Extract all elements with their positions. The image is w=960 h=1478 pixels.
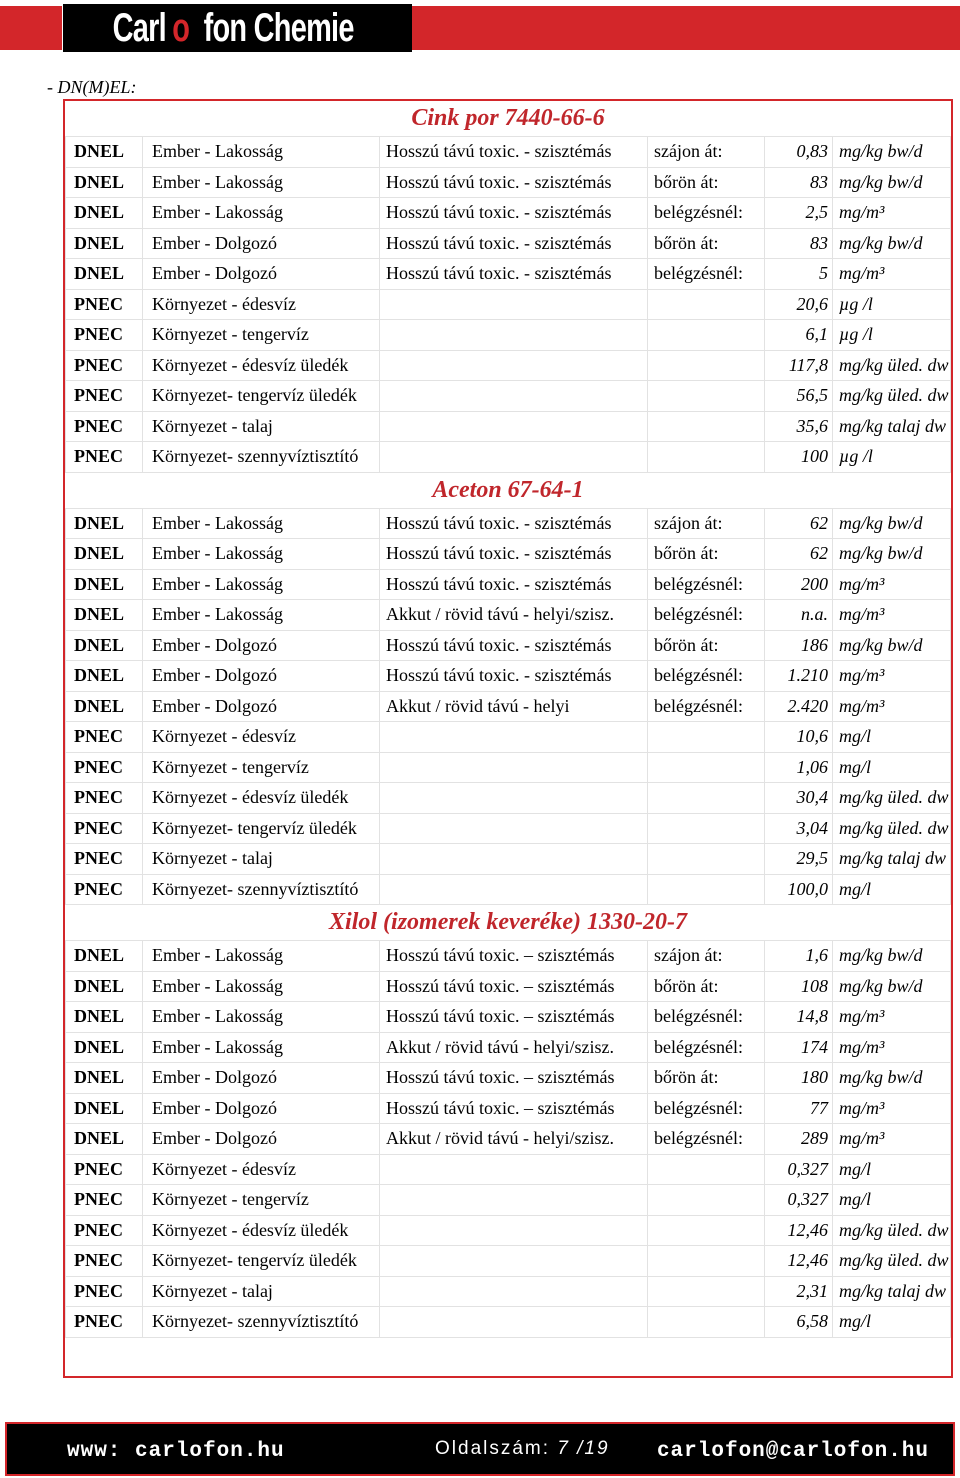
- table-row: [66, 350, 951, 381]
- route-cell: [648, 874, 765, 905]
- company-logo: Carl o fon Chemie: [63, 4, 412, 52]
- footer-website: www: carlofon.hu: [67, 1440, 285, 1463]
- table-row: [66, 137, 951, 168]
- value-cell: 2,31: [765, 1276, 833, 1307]
- table-row: [66, 752, 951, 783]
- exposure-cell: Akkut / rövid távú - helyi/szisz.: [380, 1032, 648, 1063]
- target-cell: Környezet - édesvíz: [143, 722, 380, 753]
- exposure-cell: [380, 289, 648, 320]
- type-cell: PNEC: [66, 752, 143, 783]
- table-row: [66, 1246, 951, 1277]
- value-cell: 20,6: [765, 289, 833, 320]
- type-cell: DNEL: [66, 971, 143, 1002]
- dnel-pnec-table: [65, 101, 951, 1338]
- route-cell: [648, 1246, 765, 1277]
- type-cell: DNEL: [66, 569, 143, 600]
- section-label: - DN(M)EL:: [47, 77, 137, 97]
- route-cell: bőrön át:: [648, 971, 765, 1002]
- unit-cell: µg /l: [833, 320, 951, 351]
- route-cell: [648, 752, 765, 783]
- table-row: [66, 1215, 951, 1246]
- unit-cell: mg/kg üled. dw: [833, 783, 951, 814]
- route-cell: [648, 442, 765, 473]
- unit-cell: mg/kg üled. dw: [833, 1246, 951, 1277]
- route-cell: [648, 1307, 765, 1338]
- value-cell: 0,327: [765, 1185, 833, 1216]
- value-cell: 100: [765, 442, 833, 473]
- value-cell: 77: [765, 1093, 833, 1124]
- table-row: [66, 569, 951, 600]
- value-cell: 14,8: [765, 1002, 833, 1033]
- target-cell: Ember - Dolgozó: [143, 661, 380, 692]
- route-cell: [648, 844, 765, 875]
- value-cell: 174: [765, 1032, 833, 1063]
- footer-email: carlofon@carlofon.hu: [656, 1440, 929, 1463]
- table-row: [66, 844, 951, 875]
- value-cell: 62: [765, 508, 833, 539]
- type-cell: PNEC: [66, 289, 143, 320]
- type-cell: PNEC: [66, 783, 143, 814]
- exposure-cell: Akkut / rövid távú - helyi/szisz.: [380, 1124, 648, 1155]
- type-cell: PNEC: [66, 381, 143, 412]
- value-cell: 35,6: [765, 411, 833, 442]
- table-row: [66, 1002, 951, 1033]
- exposure-cell: [380, 844, 648, 875]
- unit-cell: mg/l: [833, 722, 951, 753]
- type-cell: DNEL: [66, 137, 143, 168]
- unit-cell: mg/m³: [833, 691, 951, 722]
- value-cell: 6,1: [765, 320, 833, 351]
- target-cell: Környezet - talaj: [143, 844, 380, 875]
- target-cell: Ember - Dolgozó: [143, 228, 380, 259]
- target-cell: Környezet- szennyvíztisztító: [143, 442, 380, 473]
- type-cell: PNEC: [66, 1185, 143, 1216]
- value-cell: 62: [765, 539, 833, 570]
- unit-cell: mg/kg talaj dw: [833, 844, 951, 875]
- exposure-cell: [380, 1215, 648, 1246]
- route-cell: szájon át:: [648, 137, 765, 168]
- unit-cell: mg/kg bw/d: [833, 137, 951, 168]
- table-row: [66, 411, 951, 442]
- table-row: [66, 874, 951, 905]
- type-cell: PNEC: [66, 320, 143, 351]
- route-cell: [648, 1185, 765, 1216]
- target-cell: Környezet - édesvíz üledék: [143, 350, 380, 381]
- table-row: [66, 289, 951, 320]
- exposure-cell: [380, 813, 648, 844]
- target-cell: Ember - Dolgozó: [143, 630, 380, 661]
- unit-cell: mg/m³: [833, 1032, 951, 1063]
- unit-cell: mg/kg bw/d: [833, 1063, 951, 1094]
- unit-cell: mg/kg bw/d: [833, 228, 951, 259]
- route-cell: szájon át:: [648, 508, 765, 539]
- table-row: [66, 661, 951, 692]
- target-cell: Környezet- szennyvíztisztító: [143, 1307, 380, 1338]
- route-cell: bőrön át:: [648, 539, 765, 570]
- route-cell: belégzésnél:: [648, 1032, 765, 1063]
- target-cell: Környezet - édesvíz: [143, 289, 380, 320]
- type-cell: DNEL: [66, 508, 143, 539]
- target-cell: Ember - Lakosság: [143, 1032, 380, 1063]
- value-cell: 10,6: [765, 722, 833, 753]
- unit-cell: mg/l: [833, 1185, 951, 1216]
- value-cell: 1,6: [765, 941, 833, 972]
- exposure-cell: Hosszú távú toxic. - szisztémás: [380, 661, 648, 692]
- exposure-cell: [380, 350, 648, 381]
- target-cell: Környezet- tengervíz üledék: [143, 813, 380, 844]
- exposure-cell: Hosszú távú toxic. - szisztémás: [380, 137, 648, 168]
- unit-cell: mg/l: [833, 1154, 951, 1185]
- table-row: [66, 691, 951, 722]
- value-cell: 12,46: [765, 1215, 833, 1246]
- route-cell: [648, 411, 765, 442]
- substance-title-row: [66, 905, 951, 941]
- unit-cell: mg/l: [833, 874, 951, 905]
- table-row: [66, 1124, 951, 1155]
- value-cell: 1.210: [765, 661, 833, 692]
- route-cell: bőrön át:: [648, 630, 765, 661]
- value-cell: 12,46: [765, 1246, 833, 1277]
- unit-cell: mg/m³: [833, 1124, 951, 1155]
- type-cell: DNEL: [66, 1063, 143, 1094]
- type-cell: PNEC: [66, 1154, 143, 1185]
- unit-cell: mg/l: [833, 752, 951, 783]
- value-cell: 100,0: [765, 874, 833, 905]
- unit-cell: µg /l: [833, 442, 951, 473]
- type-cell: DNEL: [66, 1032, 143, 1063]
- table-row: [66, 1093, 951, 1124]
- value-cell: 5: [765, 259, 833, 290]
- route-cell: bőrön át:: [648, 1063, 765, 1094]
- target-cell: Ember - Lakosság: [143, 600, 380, 631]
- target-cell: Környezet- szennyvíztisztító: [143, 874, 380, 905]
- type-cell: DNEL: [66, 691, 143, 722]
- unit-cell: mg/m³: [833, 1093, 951, 1124]
- type-cell: PNEC: [66, 1307, 143, 1338]
- exposure-cell: [380, 411, 648, 442]
- page-header: [0, 0, 960, 58]
- substance-title: Xilol (izomerek keveréke) 1330-20-7: [66, 905, 951, 941]
- type-cell: DNEL: [66, 539, 143, 570]
- type-cell: PNEC: [66, 1276, 143, 1307]
- exposure-cell: [380, 752, 648, 783]
- type-cell: PNEC: [66, 1215, 143, 1246]
- unit-cell: mg/m³: [833, 198, 951, 229]
- unit-cell: mg/kg üled. dw: [833, 350, 951, 381]
- target-cell: Ember - Lakosság: [143, 539, 380, 570]
- target-cell: Ember - Lakosság: [143, 508, 380, 539]
- table-row: [66, 167, 951, 198]
- value-cell: 108: [765, 971, 833, 1002]
- exposure-cell: Hosszú távú toxic. – szisztémás: [380, 971, 648, 1002]
- target-cell: Környezet - édesvíz üledék: [143, 783, 380, 814]
- value-cell: n.a.: [765, 600, 833, 631]
- value-cell: 0,83: [765, 137, 833, 168]
- table-row: [66, 259, 951, 290]
- target-cell: Környezet - tengervíz: [143, 320, 380, 351]
- substance-title: Aceton 67-64-1: [66, 472, 951, 508]
- unit-cell: mg/l: [833, 1307, 951, 1338]
- exposure-cell: [380, 1307, 648, 1338]
- target-cell: Környezet - talaj: [143, 411, 380, 442]
- target-cell: Ember - Lakosság: [143, 1002, 380, 1033]
- unit-cell: mg/kg üled. dw: [833, 813, 951, 844]
- exposure-cell: Hosszú távú toxic. – szisztémás: [380, 941, 648, 972]
- unit-cell: mg/kg üled. dw: [833, 1215, 951, 1246]
- unit-cell: mg/kg bw/d: [833, 630, 951, 661]
- type-cell: DNEL: [66, 259, 143, 290]
- table-row: [66, 971, 951, 1002]
- target-cell: Környezet - édesvíz: [143, 1154, 380, 1185]
- type-cell: DNEL: [66, 600, 143, 631]
- route-cell: [648, 350, 765, 381]
- value-cell: 289: [765, 1124, 833, 1155]
- table-row: [66, 508, 951, 539]
- route-cell: [648, 813, 765, 844]
- unit-cell: mg/kg bw/d: [833, 971, 951, 1002]
- value-cell: 2.420: [765, 691, 833, 722]
- unit-cell: mg/m³: [833, 600, 951, 631]
- exposure-cell: Akkut / rövid távú - helyi: [380, 691, 648, 722]
- type-cell: DNEL: [66, 1124, 143, 1155]
- target-cell: Ember - Lakosság: [143, 167, 380, 198]
- route-cell: belégzésnél:: [648, 1093, 765, 1124]
- table-row: [66, 630, 951, 661]
- route-cell: bőrön át:: [648, 228, 765, 259]
- route-cell: belégzésnél:: [648, 1002, 765, 1033]
- unit-cell: mg/kg bw/d: [833, 508, 951, 539]
- route-cell: belégzésnél:: [648, 691, 765, 722]
- type-cell: PNEC: [66, 844, 143, 875]
- exposure-cell: [380, 442, 648, 473]
- value-cell: 6,58: [765, 1307, 833, 1338]
- exposure-cell: Hosszú távú toxic. – szisztémás: [380, 1093, 648, 1124]
- type-cell: PNEC: [66, 722, 143, 753]
- value-cell: 117,8: [765, 350, 833, 381]
- exposure-cell: [380, 783, 648, 814]
- exposure-cell: Hosszú távú toxic. - szisztémás: [380, 167, 648, 198]
- substance-title-row: [66, 101, 951, 137]
- value-cell: 1,06: [765, 752, 833, 783]
- table-row: [66, 228, 951, 259]
- table-row: [66, 1154, 951, 1185]
- table-row: [66, 198, 951, 229]
- route-cell: [648, 722, 765, 753]
- route-cell: [648, 320, 765, 351]
- unit-cell: mg/kg bw/d: [833, 167, 951, 198]
- type-cell: DNEL: [66, 941, 143, 972]
- table-row: [66, 1276, 951, 1307]
- route-cell: [648, 1154, 765, 1185]
- type-cell: PNEC: [66, 350, 143, 381]
- type-cell: DNEL: [66, 1093, 143, 1124]
- unit-cell: mg/m³: [833, 661, 951, 692]
- unit-cell: µg /l: [833, 289, 951, 320]
- unit-cell: mg/kg talaj dw: [833, 411, 951, 442]
- unit-cell: mg/kg üled. dw: [833, 381, 951, 412]
- table-row: [66, 941, 951, 972]
- target-cell: Környezet - tengervíz: [143, 752, 380, 783]
- exposure-cell: Akkut / rövid távú - helyi/szisz.: [380, 600, 648, 631]
- exposure-cell: [380, 1154, 648, 1185]
- type-cell: DNEL: [66, 630, 143, 661]
- type-cell: PNEC: [66, 1246, 143, 1277]
- table-row: [66, 539, 951, 570]
- route-cell: belégzésnél:: [648, 569, 765, 600]
- value-cell: 29,5: [765, 844, 833, 875]
- route-cell: bőrön át:: [648, 167, 765, 198]
- type-cell: DNEL: [66, 167, 143, 198]
- value-cell: 56,5: [765, 381, 833, 412]
- route-cell: [648, 783, 765, 814]
- footer-page-number: Oldalszám: 7 /19: [435, 1438, 610, 1459]
- target-cell: Környezet- tengervíz üledék: [143, 1246, 380, 1277]
- table-row: [66, 320, 951, 351]
- route-cell: [648, 289, 765, 320]
- exposure-cell: [380, 1246, 648, 1277]
- type-cell: PNEC: [66, 874, 143, 905]
- exposure-cell: Hosszú távú toxic. - szisztémás: [380, 198, 648, 229]
- unit-cell: mg/kg talaj dw: [833, 1276, 951, 1307]
- value-cell: 83: [765, 167, 833, 198]
- table-row: [66, 783, 951, 814]
- target-cell: Környezet - édesvíz üledék: [143, 1215, 380, 1246]
- route-cell: belégzésnél:: [648, 1124, 765, 1155]
- table-row: [66, 442, 951, 473]
- target-cell: Ember - Dolgozó: [143, 1063, 380, 1094]
- exposure-cell: Hosszú távú toxic. - szisztémás: [380, 539, 648, 570]
- type-cell: DNEL: [66, 228, 143, 259]
- exposure-cell: Hosszú távú toxic. – szisztémás: [380, 1002, 648, 1033]
- target-cell: Ember - Dolgozó: [143, 691, 380, 722]
- value-cell: 30,4: [765, 783, 833, 814]
- table-row: [66, 1307, 951, 1338]
- value-cell: 3,04: [765, 813, 833, 844]
- target-cell: Ember - Dolgozó: [143, 259, 380, 290]
- exposure-cell: Hosszú távú toxic. - szisztémás: [380, 259, 648, 290]
- exposure-cell: Hosszú távú toxic. – szisztémás: [380, 1063, 648, 1094]
- type-cell: PNEC: [66, 813, 143, 844]
- header-red-bar-left: [0, 6, 62, 50]
- target-cell: Ember - Lakosság: [143, 569, 380, 600]
- exposure-cell: Hosszú távú toxic. - szisztémás: [380, 569, 648, 600]
- table-row: [66, 722, 951, 753]
- table-row: [66, 1185, 951, 1216]
- target-cell: Ember - Lakosság: [143, 198, 380, 229]
- table-row: [66, 813, 951, 844]
- unit-cell: mg/m³: [833, 1002, 951, 1033]
- exposure-cell: [380, 1276, 648, 1307]
- target-cell: Környezet - talaj: [143, 1276, 380, 1307]
- unit-cell: mg/m³: [833, 259, 951, 290]
- value-cell: 180: [765, 1063, 833, 1094]
- route-cell: belégzésnél:: [648, 198, 765, 229]
- type-cell: DNEL: [66, 1002, 143, 1033]
- unit-cell: mg/m³: [833, 569, 951, 600]
- header-red-bar-right: [412, 6, 960, 50]
- unit-cell: mg/kg bw/d: [833, 539, 951, 570]
- route-cell: belégzésnél:: [648, 661, 765, 692]
- target-cell: Környezet - tengervíz: [143, 1185, 380, 1216]
- value-cell: 200: [765, 569, 833, 600]
- type-cell: PNEC: [66, 411, 143, 442]
- target-cell: Ember - Dolgozó: [143, 1093, 380, 1124]
- substance-title-row: [66, 472, 951, 508]
- target-cell: Ember - Dolgozó: [143, 1124, 380, 1155]
- value-cell: 83: [765, 228, 833, 259]
- table-row: [66, 600, 951, 631]
- route-cell: [648, 1276, 765, 1307]
- value-cell: 186: [765, 630, 833, 661]
- exposure-cell: Hosszú távú toxic. - szisztémás: [380, 630, 648, 661]
- type-cell: DNEL: [66, 198, 143, 229]
- route-cell: [648, 381, 765, 412]
- target-cell: Környezet- tengervíz üledék: [143, 381, 380, 412]
- unit-cell: mg/kg bw/d: [833, 941, 951, 972]
- substance-title: Cink por 7440-66-6: [66, 101, 951, 137]
- exposure-cell: [380, 1185, 648, 1216]
- value-cell: 0,327: [765, 1154, 833, 1185]
- route-cell: belégzésnél:: [648, 259, 765, 290]
- type-cell: DNEL: [66, 661, 143, 692]
- page-footer: [5, 1422, 955, 1476]
- table-row: [66, 1032, 951, 1063]
- exposure-cell: [380, 722, 648, 753]
- target-cell: Ember - Lakosság: [143, 941, 380, 972]
- exposure-cell: Hosszú távú toxic. - szisztémás: [380, 228, 648, 259]
- exposure-cell: Hosszú távú toxic. - szisztémás: [380, 508, 648, 539]
- exposure-cell: [380, 320, 648, 351]
- target-cell: Ember - Lakosság: [143, 137, 380, 168]
- type-cell: PNEC: [66, 442, 143, 473]
- route-cell: szájon át:: [648, 941, 765, 972]
- table-row: [66, 381, 951, 412]
- table-row: [66, 1063, 951, 1094]
- route-cell: [648, 1215, 765, 1246]
- target-cell: Ember - Lakosság: [143, 971, 380, 1002]
- exposure-cell: [380, 381, 648, 412]
- value-cell: 2,5: [765, 198, 833, 229]
- route-cell: belégzésnél:: [648, 600, 765, 631]
- exposure-cell: [380, 874, 648, 905]
